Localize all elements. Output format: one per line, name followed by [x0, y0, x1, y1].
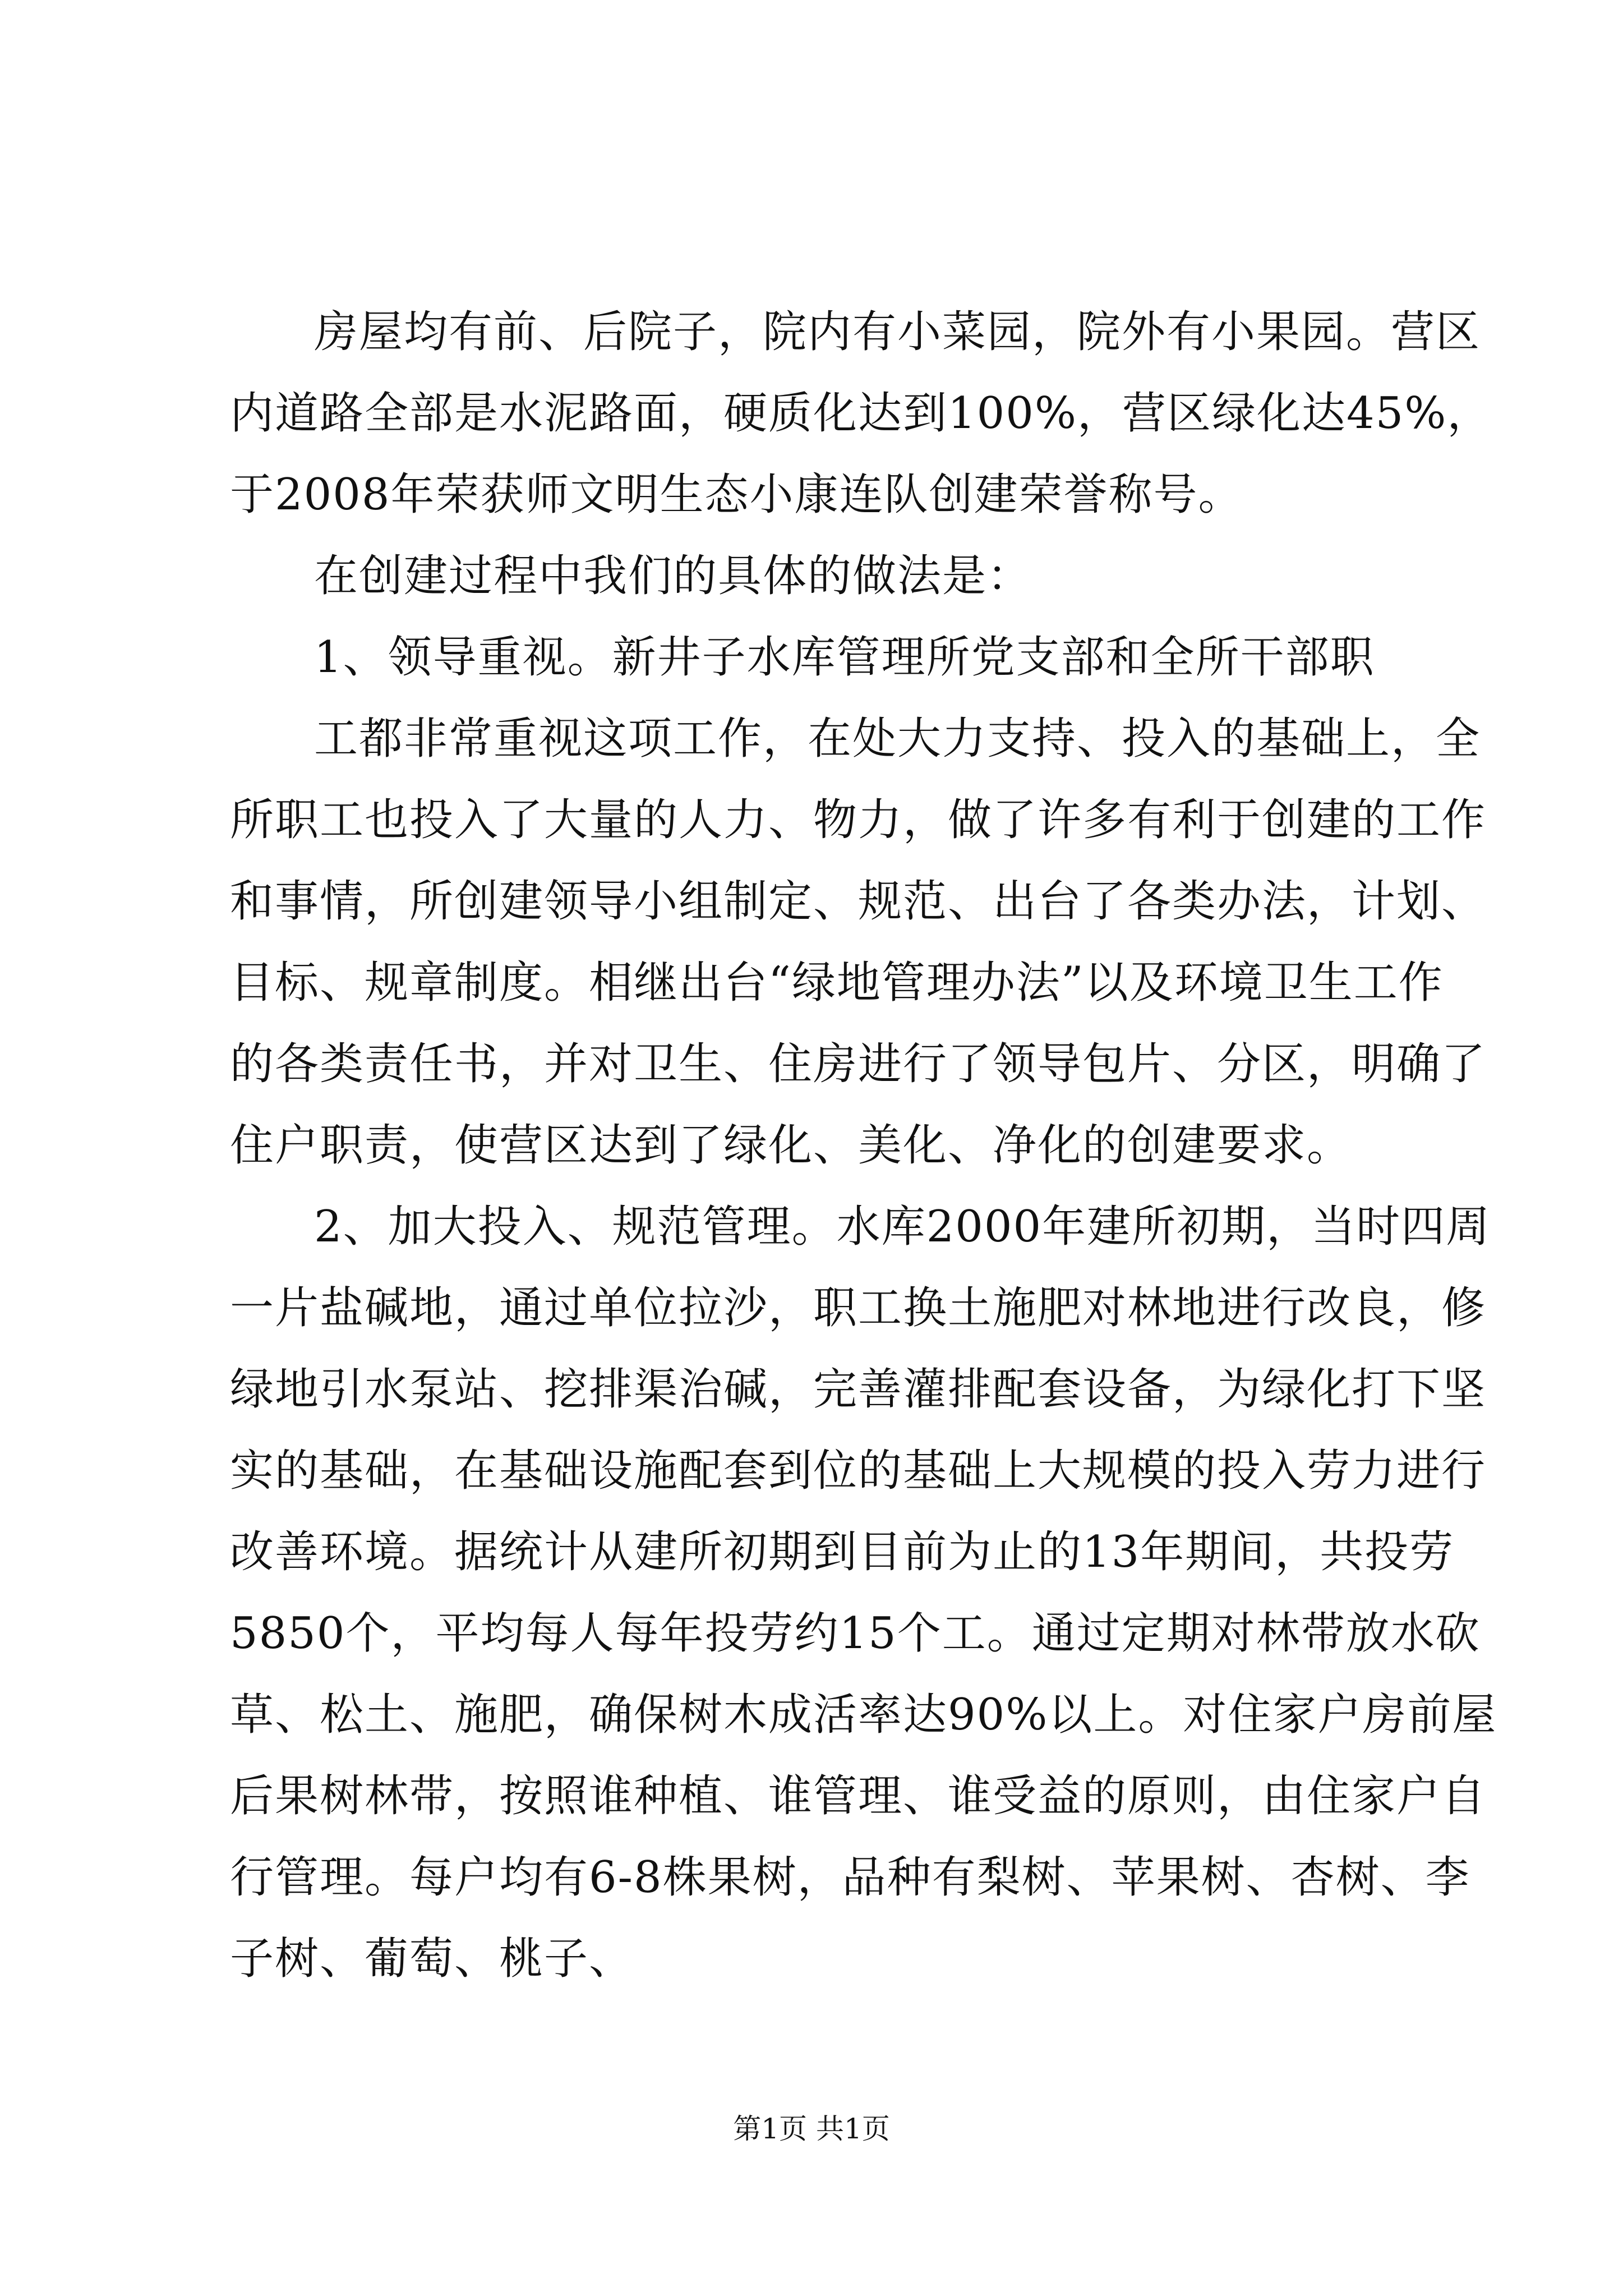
text-line: 实的基础，在基础设施配套到位的基础上大规模的投入劳力进行	[230, 1446, 1487, 1496]
text-line: 1、领导重视。新井子水库管理所党支部和全所干部职	[314, 632, 1375, 683]
text-line: 和事情，所创建领导小组制定、规范、出台了各类办法，计划、	[230, 876, 1487, 927]
text-line: 于2008年荣获师文明生态小康连队创建荣誉称号。	[230, 470, 1243, 520]
text-line: 改善环境。据统计从建所初期到目前为止的13年期间，共投劳	[230, 1527, 1455, 1577]
text-line: 绿地引水泵站、挖排渠治碱，完善灌排配套设备，为绿化打下坚	[230, 1364, 1487, 1415]
body-text	[230, 292, 1497, 2000]
text-line: 子树、葡萄、桃子、	[230, 1934, 634, 1984]
text-line: 5850个，平均每人每年投劳约15个工。通过定期对林带放水砍	[230, 1608, 1481, 1659]
text-line: 草、松土、施肥，确保树木成活率达90%以上。对住家户房前屋	[230, 1690, 1497, 1740]
text-line: 工都非常重视这项工作，在处大力支持、投入的基础上，全	[314, 714, 1481, 764]
text-line: 后果树林带，按照谁种植、谁管理、谁受益的原则，由住家户自	[230, 1771, 1487, 1821]
text-line: 目标、规章制度。相继出台“绿地管理办法”以及环境卫生工作	[230, 958, 1444, 1008]
text-line: 内道路全部是水泥路面，硬质化达到100%，营区绿化达45%，	[230, 388, 1492, 439]
text-line: 所职工也投入了大量的人力、物力，做了许多有利于创建的工作	[230, 795, 1487, 845]
page-footer: 第1页 共1页	[733, 2113, 890, 2145]
text-line: 2、加大投入、规范管理。水库2000年建所初期，当时四周	[314, 1202, 1491, 1252]
text-line: 一片盐碱地，通过单位拉沙，职工换土施肥对林地进行改良，修	[230, 1283, 1487, 1333]
text-line: 的各类责任书，并对卫生、住房进行了领导包片、分区，明确了	[230, 1039, 1487, 1089]
text-line: 房屋均有前、后院子，院内有小菜园，院外有小果园。营区	[314, 307, 1481, 357]
text-line: 行管理。每户均有6-8株果树，品种有梨树、苹果树、杏树、李	[230, 1852, 1470, 1903]
text-line: 在创建过程中我们的具体的做法是：	[314, 551, 1032, 601]
text-line: 住户职责，使营区达到了绿化、美化、净化的创建要求。	[230, 1120, 1352, 1171]
